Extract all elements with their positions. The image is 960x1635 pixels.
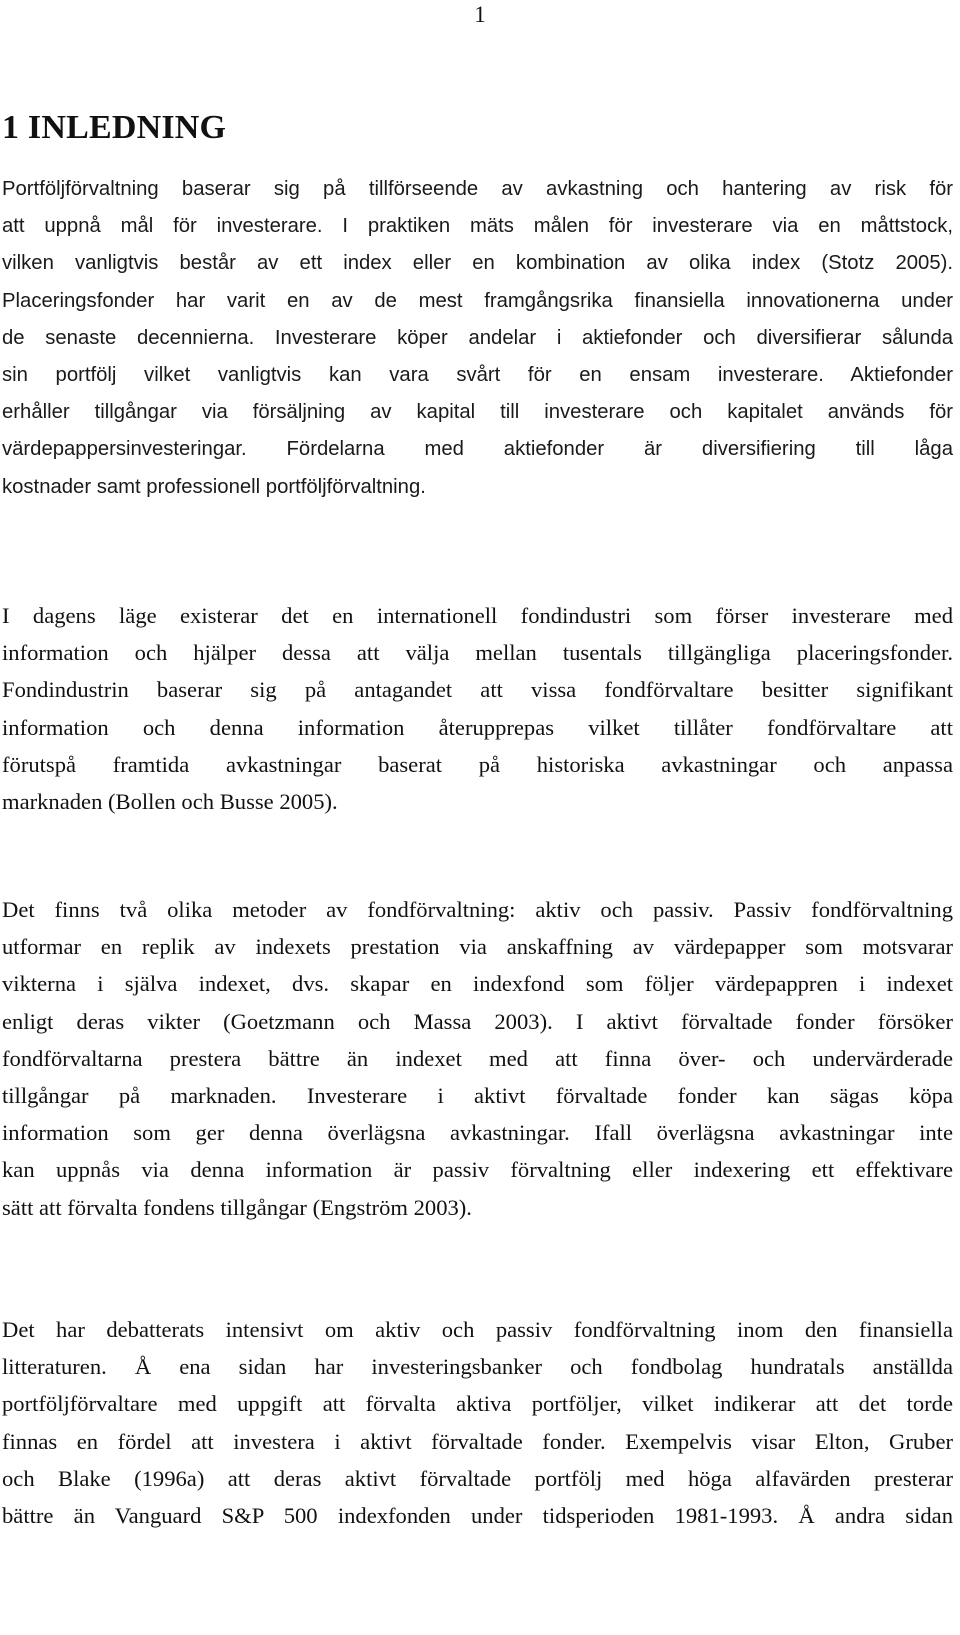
- text-line: I dagens läge existerar det en internationell fondindustri som förser investerare med: [2, 603, 953, 628]
- text-line: finnas en fördel att investera i aktivt förvaltade fonder. Exempelvis visar Elton, Gruber: [2, 1428, 953, 1454]
- paragraph-2: [2, 597, 953, 820]
- paragraph-1: [2, 171, 953, 506]
- text-line: vilken vanligtvis består av ett index eller en kombination av olika index (Stotz 2005).: [2, 252, 953, 275]
- paragraph-3: [2, 891, 953, 1226]
- text-line: information som ger denna överlägsna avkastningar. Ifall överlägsna avkastningar inte: [2, 1120, 953, 1146]
- text-line: Fondindustrin baserar sig på antagandet att vissa fondförvaltare besitter signifikant: [2, 677, 953, 703]
- text-line: information och denna information återupprepas vilket tillåter fondförvaltare att: [2, 714, 953, 740]
- text-line: tillgångar på marknaden. Investerare i aktivt förvaltade fonder kan sägas köpa: [2, 1083, 953, 1109]
- text-line: kostnader samt professionell portföljförvaltning.: [2, 475, 426, 498]
- text-line: bättre än Vanguard S&P 500 indexfonden under tidsperioden 1981-1993. Å andra sidan: [2, 1503, 953, 1529]
- text-line: och Blake (1996a) att deras aktivt förvaltade portfölj med höga alfavärden presterar: [2, 1465, 953, 1491]
- text-line: litteraturen. Å ena sidan har investeringsbanker och fondbolag hundratals anställda: [2, 1354, 953, 1380]
- text-line: förutspå framtida avkastningar baserat på historiska avkastningar och anpassa: [2, 751, 953, 777]
- text-line: fondförvaltarna prestera bättre än indexet med att finna över- och undervärderade: [2, 1045, 953, 1071]
- text-line: erhåller tillgångar via försäljning av kapital till investerare och kapitalet används för: [2, 401, 953, 424]
- text-line: värdepappersinvesteringar. Fördelarna med aktiefonder är diversifiering till låga: [2, 438, 953, 461]
- text-line: utformar en replik av indexets prestation via anskaffning av värdepapper som motsvarar: [2, 934, 953, 960]
- text-line: enligt deras vikter (Goetzmann och Massa 2003). I aktivt förvaltade fonder försöker: [2, 1008, 953, 1034]
- paragraph-4: [2, 1311, 953, 1534]
- text-line: sin portfölj vilket vanligtvis kan vara svårt för en ensam investerare. Aktiefonder: [2, 364, 953, 387]
- text-line: kan uppnås via denna information är passiv förvaltning eller indexering ett effektivare: [2, 1157, 953, 1183]
- text-line: sätt att förvalta fondens tillgångar (Engström 2003).: [2, 1194, 472, 1220]
- text-line: information och hjälper dessa att välja mellan tusentals tillgängliga placeringsfonder.: [2, 640, 953, 666]
- text-line: att uppnå mål för investerare. I praktiken mäts målen för investerare via en måttstock,: [2, 215, 953, 238]
- chapter-heading: 1 INLEDNING: [2, 109, 227, 146]
- text-line: Det finns två olika metoder av fondförvaltning: aktiv och passiv. Passiv fondförvaltning: [2, 897, 953, 922]
- text-line: portföljförvaltare med uppgift att förvalta aktiva portföljer, vilket indikerar att det torde: [2, 1391, 953, 1417]
- text-line: Det har debatterats intensivt om aktiv och passiv fondförvaltning inom den finansiella: [2, 1317, 953, 1342]
- text-line: Placeringsfonder har varit en av de mest framgångsrika finansiella innovationerna under: [2, 289, 953, 312]
- text-line: vikterna i själva indexet, dvs. skapar en indexfond som följer värdepappren i indexet: [2, 971, 953, 997]
- text-line: Portföljförvaltning baserar sig på tillförseende av avkastning och hantering av risk för: [2, 178, 953, 200]
- text-line: marknaden (Bollen och Busse 2005).: [2, 789, 338, 815]
- page-number: 1: [474, 2, 486, 27]
- text-line: de senaste decennierna. Investerare köper andelar i aktiefonder och diversifierar sålunda: [2, 326, 953, 349]
